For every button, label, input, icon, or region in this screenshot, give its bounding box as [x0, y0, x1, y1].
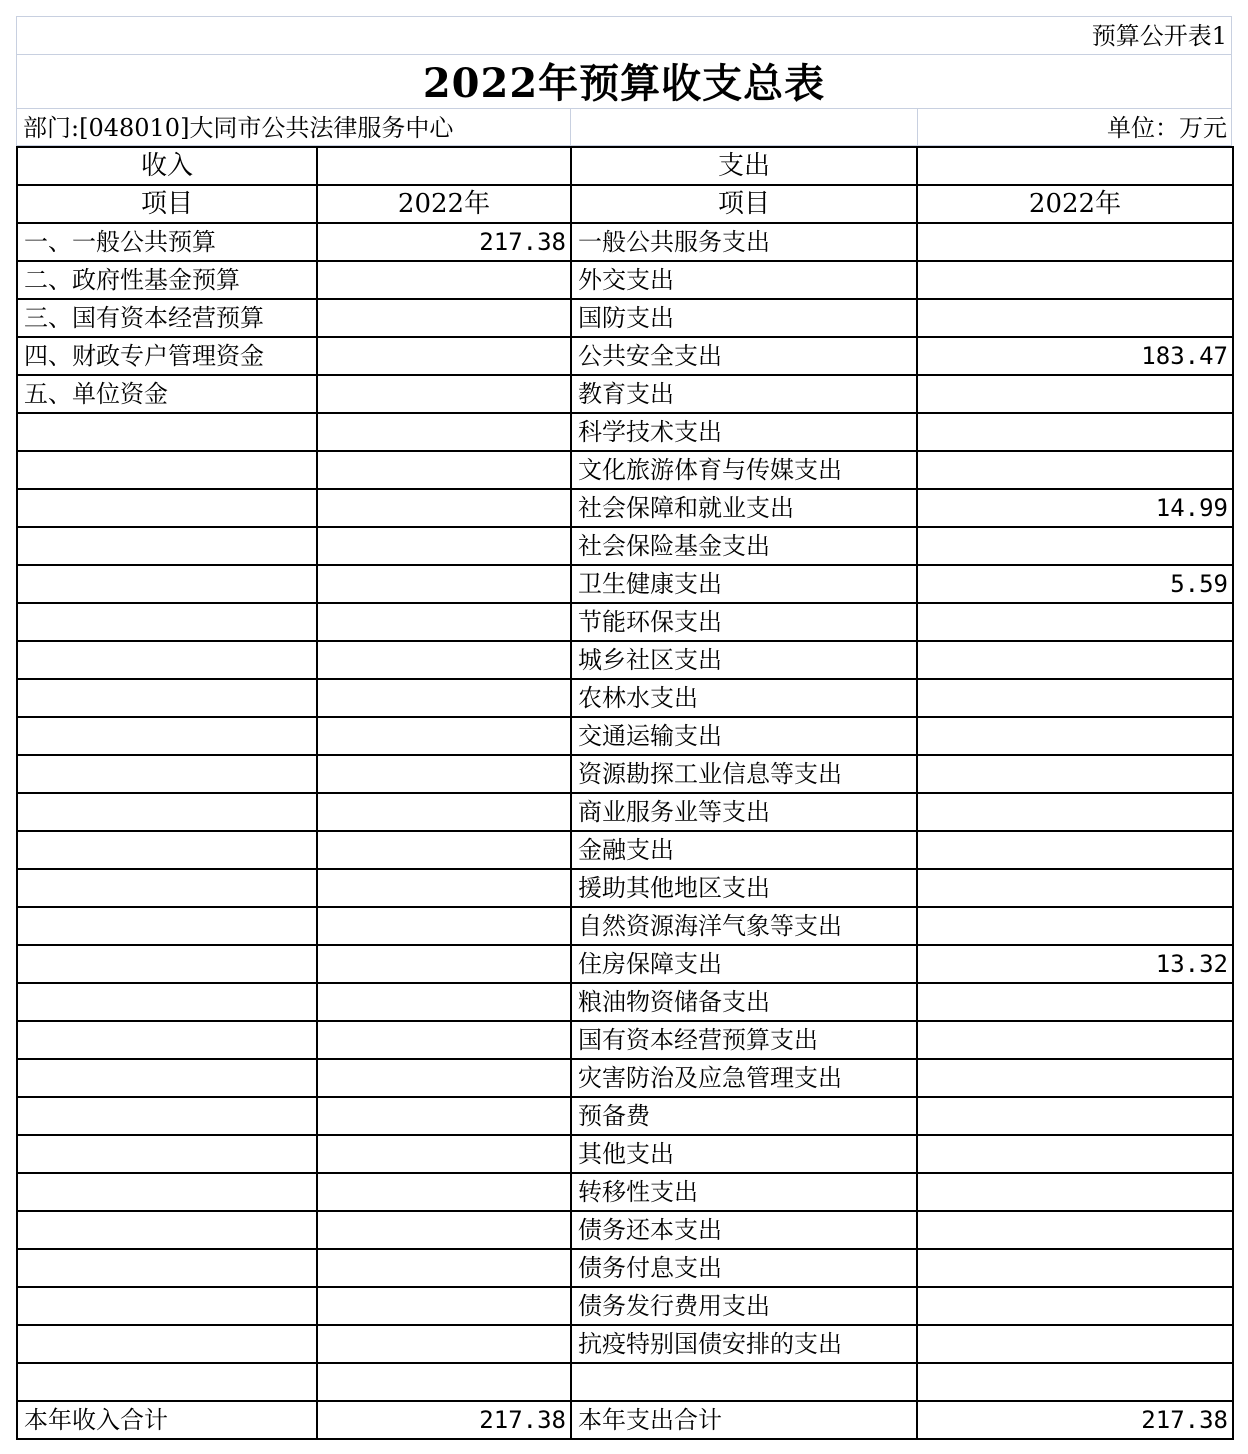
- expense-value: [917, 1287, 1233, 1325]
- expense-value: [917, 1097, 1233, 1135]
- income-item: 一、一般公共预算: [17, 223, 317, 261]
- expense-value: [917, 299, 1233, 337]
- table-row: [17, 413, 1233, 451]
- expense-total-label: 本年支出合计: [571, 1401, 917, 1439]
- income-item: 五、单位资金: [17, 375, 317, 413]
- income-value: [317, 831, 571, 869]
- table-row: [17, 1211, 1233, 1249]
- expense-value: [917, 641, 1233, 679]
- income-value: [317, 641, 571, 679]
- expense-item: 节能环保支出: [571, 603, 917, 641]
- expense-item: 外交支出: [571, 261, 917, 299]
- table-row: [17, 1249, 1233, 1287]
- table-row: [17, 299, 1233, 337]
- expense-item: 文化旅游体育与传媒支出: [571, 451, 917, 489]
- expense-item: 金融支出: [571, 831, 917, 869]
- table-row: [17, 451, 1233, 489]
- table-row: [17, 679, 1233, 717]
- expense-header: 支出: [571, 147, 917, 185]
- expense-year-header: 2022年: [917, 185, 1233, 223]
- income-value: [317, 299, 571, 337]
- expense-item: 国有资本经营预算支出: [571, 1021, 917, 1059]
- income-item: 三、国有资本经营预算: [17, 299, 317, 337]
- table-row: [17, 1097, 1233, 1135]
- blank-header-cell: [317, 147, 571, 185]
- income-item: [17, 1021, 317, 1059]
- info-row: [16, 108, 1232, 146]
- income-item: [17, 489, 317, 527]
- expense-value: [917, 793, 1233, 831]
- info-blank-cell: [571, 109, 918, 145]
- income-item: [17, 1287, 317, 1325]
- income-header: 收入: [17, 147, 317, 185]
- income-item: [17, 1135, 317, 1173]
- column-header-row: [17, 185, 1233, 223]
- expense-value: [917, 1021, 1233, 1059]
- income-item: [17, 1249, 317, 1287]
- expense-item: 科学技术支出: [571, 413, 917, 451]
- expense-item: 粮油物资储备支出: [571, 983, 917, 1021]
- expense-item: 城乡社区支出: [571, 641, 917, 679]
- expense-value: 5.59: [917, 565, 1233, 603]
- department-label: 部门:[048010]大同市公共法律服务中心: [17, 109, 571, 145]
- table-row: [17, 945, 1233, 983]
- expense-value: [917, 717, 1233, 755]
- income-value: [317, 1097, 571, 1135]
- expense-total-value: 217.38: [917, 1401, 1233, 1439]
- table-row: [17, 375, 1233, 413]
- expense-value: 14.99: [917, 489, 1233, 527]
- expense-item: 教育支出: [571, 375, 917, 413]
- expense-item: 自然资源海洋气象等支出: [571, 907, 917, 945]
- income-value: [317, 679, 571, 717]
- expense-item: 抗疫特别国债安排的支出: [571, 1325, 917, 1363]
- income-value: [317, 1021, 571, 1059]
- expense-item: 卫生健康支出: [571, 565, 917, 603]
- expense-item: 一般公共服务支出: [571, 223, 917, 261]
- table-row: [17, 1059, 1233, 1097]
- income-value: [317, 1287, 571, 1325]
- expense-item: 债务付息支出: [571, 1249, 917, 1287]
- table-row: [17, 793, 1233, 831]
- expense-value: [917, 831, 1233, 869]
- income-total-value: 217.38: [317, 1401, 571, 1439]
- expense-value: [917, 413, 1233, 451]
- expense-value: [917, 603, 1233, 641]
- expense-value: 13.32: [917, 945, 1233, 983]
- expense-value: [917, 1059, 1233, 1097]
- table-row: [17, 603, 1233, 641]
- budget-sheet: [16, 16, 1232, 1440]
- income-item: [17, 907, 317, 945]
- income-value: [317, 869, 571, 907]
- table-row: [17, 983, 1233, 1021]
- page-title: 2022年预算收支总表: [16, 54, 1232, 108]
- income-item: [17, 945, 317, 983]
- income-total-label: 本年收入合计: [17, 1401, 317, 1439]
- income-value: [317, 261, 571, 299]
- table-row: [17, 261, 1233, 299]
- expense-item: 债务发行费用支出: [571, 1287, 917, 1325]
- income-value: 217.38: [317, 223, 571, 261]
- table-row: [17, 527, 1233, 565]
- table-row: [17, 1287, 1233, 1325]
- table-row: [17, 755, 1233, 793]
- income-item-header: 项目: [17, 185, 317, 223]
- income-value: [317, 565, 571, 603]
- expense-item: [571, 1363, 917, 1401]
- income-value: [317, 1135, 571, 1173]
- expense-value: [917, 907, 1233, 945]
- income-value: [317, 527, 571, 565]
- table-row: [17, 1173, 1233, 1211]
- expense-value: [917, 1135, 1233, 1173]
- income-value: [317, 717, 571, 755]
- expense-item: 灾害防治及应急管理支出: [571, 1059, 917, 1097]
- income-item: [17, 1325, 317, 1363]
- expense-value: [917, 1173, 1233, 1211]
- income-value: [317, 1249, 571, 1287]
- table-row: [17, 717, 1233, 755]
- expense-item: 社会保障和就业支出: [571, 489, 917, 527]
- income-item: [17, 1173, 317, 1211]
- table-row: [17, 1021, 1233, 1059]
- income-item: [17, 527, 317, 565]
- expense-item: 社会保险基金支出: [571, 527, 917, 565]
- income-item: [17, 603, 317, 641]
- income-item: [17, 793, 317, 831]
- table-row: [17, 1363, 1233, 1401]
- expense-item: 转移性支出: [571, 1173, 917, 1211]
- expense-item: 交通运输支出: [571, 717, 917, 755]
- income-value: [317, 1173, 571, 1211]
- expense-item: 住房保障支出: [571, 945, 917, 983]
- expense-value: [917, 1363, 1233, 1401]
- table-row: [17, 565, 1233, 603]
- income-item: [17, 641, 317, 679]
- expense-item: 其他支出: [571, 1135, 917, 1173]
- expense-value: [917, 375, 1233, 413]
- income-value: [317, 1363, 571, 1401]
- expense-item: 农林水支出: [571, 679, 917, 717]
- expense-value: [917, 223, 1233, 261]
- table-row: [17, 869, 1233, 907]
- table-row: [17, 1325, 1233, 1363]
- expense-value: [917, 527, 1233, 565]
- expense-value: [917, 679, 1233, 717]
- income-item: [17, 717, 317, 755]
- blank-header-cell: [917, 147, 1233, 185]
- income-value: [317, 1325, 571, 1363]
- table-row: [17, 337, 1233, 375]
- expense-value: [917, 1325, 1233, 1363]
- income-item: [17, 1097, 317, 1135]
- expense-value: [917, 755, 1233, 793]
- expense-value: [917, 869, 1233, 907]
- income-item: 四、财政专户管理资金: [17, 337, 317, 375]
- income-year-header: 2022年: [317, 185, 571, 223]
- income-item: [17, 983, 317, 1021]
- income-value: [317, 337, 571, 375]
- income-item: [17, 451, 317, 489]
- income-value: [317, 603, 571, 641]
- expense-value: [917, 1249, 1233, 1287]
- income-value: [317, 413, 571, 451]
- table-row: [17, 489, 1233, 527]
- expense-item: 公共安全支出: [571, 337, 917, 375]
- table-row: [17, 907, 1233, 945]
- expense-item: 预备费: [571, 1097, 917, 1135]
- expense-item: 商业服务业等支出: [571, 793, 917, 831]
- income-item: [17, 1059, 317, 1097]
- expense-item: 债务还本支出: [571, 1211, 917, 1249]
- budget-table: [16, 146, 1234, 1440]
- income-item: 二、政府性基金预算: [17, 261, 317, 299]
- income-value: [317, 793, 571, 831]
- expense-item: 援助其他地区支出: [571, 869, 917, 907]
- table-row: [17, 223, 1233, 261]
- income-item: [17, 1363, 317, 1401]
- income-item: [17, 755, 317, 793]
- income-item: [17, 679, 317, 717]
- income-item: [17, 1211, 317, 1249]
- section-header-row: [17, 147, 1233, 185]
- table-tag: 预算公开表1: [16, 16, 1232, 54]
- table-row: [17, 641, 1233, 679]
- table-row: [17, 1135, 1233, 1173]
- expense-item-header: 项目: [571, 185, 917, 223]
- income-item: [17, 413, 317, 451]
- expense-value: [917, 451, 1233, 489]
- income-value: [317, 1059, 571, 1097]
- expense-value: [917, 261, 1233, 299]
- expense-value: [917, 983, 1233, 1021]
- expense-value: 183.47: [917, 337, 1233, 375]
- income-item: [17, 869, 317, 907]
- table-body: [17, 223, 1233, 1401]
- income-value: [317, 451, 571, 489]
- expense-item: 资源勘探工业信息等支出: [571, 755, 917, 793]
- income-item: [17, 831, 317, 869]
- income-item: [17, 565, 317, 603]
- income-value: [317, 983, 571, 1021]
- unit-label: 单位：万元: [1107, 114, 1227, 142]
- income-value: [317, 489, 571, 527]
- income-value: [317, 945, 571, 983]
- totals-row: [17, 1401, 1233, 1439]
- expense-value: [917, 1211, 1233, 1249]
- income-value: [317, 755, 571, 793]
- table-row: [17, 831, 1233, 869]
- income-value: [317, 375, 571, 413]
- expense-item: 国防支出: [571, 299, 917, 337]
- income-value: [317, 1211, 571, 1249]
- income-value: [317, 907, 571, 945]
